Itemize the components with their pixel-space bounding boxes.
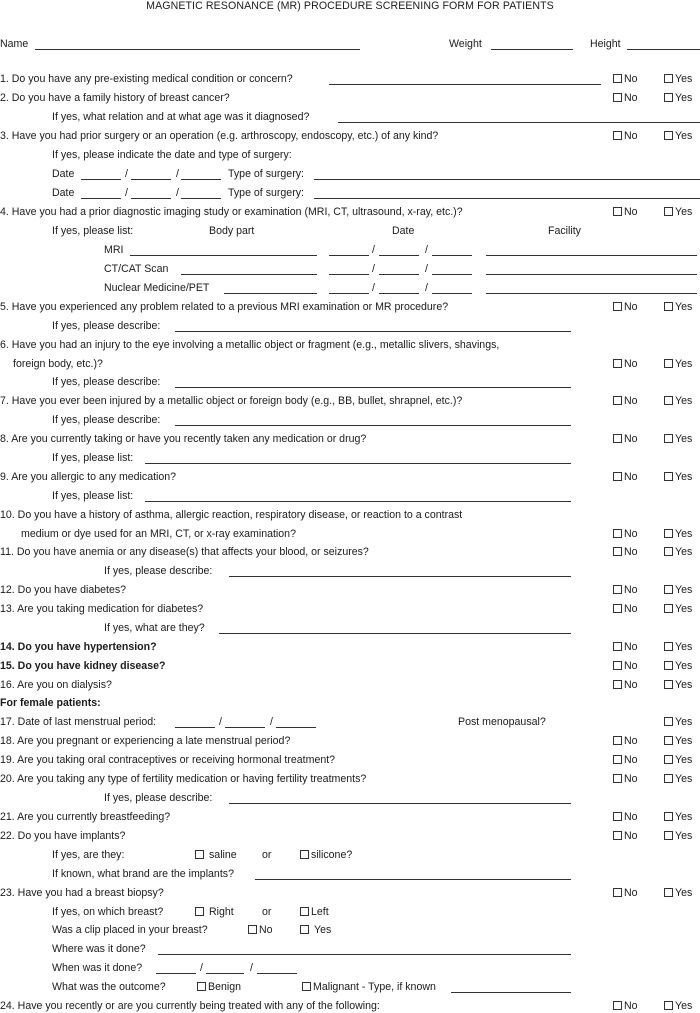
question-22-yes[interactable]: Yes — [664, 830, 692, 843]
checkbox-icon[interactable] — [664, 547, 673, 556]
checkbox-icon[interactable] — [613, 604, 622, 613]
question-18-yes[interactable]: Yes — [664, 735, 692, 748]
biopsy-where-input[interactable] — [158, 954, 571, 955]
checkbox-icon[interactable] — [613, 774, 622, 783]
surgery-1-year[interactable] — [181, 179, 221, 180]
biopsy-right-option[interactable]: Right — [195, 906, 234, 919]
question-17-yes[interactable]: Yes — [664, 716, 692, 729]
question-7-no[interactable]: No — [613, 395, 638, 408]
mri-facility-input[interactable] — [486, 255, 697, 256]
implant-silicone-option[interactable]: silicone? — [300, 849, 352, 862]
date-slash: / — [200, 962, 203, 974]
checkbox-icon[interactable] — [613, 642, 622, 651]
question-3-followup: If yes, please indicate the date and type of surgery: — [52, 149, 292, 161]
question-13: 13. Are you taking medication for diabetes? — [0, 603, 204, 615]
question-9-no[interactable]: No — [613, 471, 638, 484]
question-7: 7. Have you ever been injured by a metallic object or foreign body (e.g., BB, bullet, shrapnel, etc.)? — [0, 395, 463, 407]
surgery-2-day[interactable] — [131, 198, 171, 199]
question-15-yes[interactable]: Yes — [664, 660, 692, 673]
height-label: Height — [590, 38, 621, 50]
outcome-benign-option[interactable]: Benign — [197, 981, 241, 994]
or-label: or — [262, 906, 272, 918]
checkbox-icon[interactable] — [613, 888, 622, 897]
nm-body-part-input[interactable] — [224, 293, 317, 294]
clip-yes-option[interactable]: Yes — [300, 924, 331, 937]
surgery-2-type-input[interactable] — [314, 198, 700, 199]
checkbox-icon[interactable] — [664, 680, 673, 689]
question-11-no[interactable]: No — [613, 546, 638, 559]
checkbox-icon[interactable] — [664, 434, 673, 443]
question-6-followup: If yes, please describe: — [52, 376, 161, 388]
post-menopausal-label: Post menopausal? — [458, 716, 546, 728]
question-6: 6. Have you had an injury to the eye involving a metallic object or fragment (e.g., metallic slivers, shavings, — [0, 339, 500, 351]
imaging-row-label: Nuclear Medicine/PET — [104, 282, 210, 294]
ct-body-part-input[interactable] — [181, 274, 317, 275]
checkbox-icon[interactable] — [664, 302, 673, 311]
date-slash: / — [425, 244, 428, 256]
checkbox-icon[interactable] — [613, 585, 622, 594]
nm-facility-input[interactable] — [486, 293, 697, 294]
question-21-no[interactable]: No — [613, 811, 638, 824]
column-facility: Facility — [548, 225, 581, 237]
question-10: 10. Do you have a history of asthma, allergic reaction, respiratory disease, or reaction to a contrast — [0, 509, 463, 521]
question-21: 21. Are you currently breastfeeding? — [0, 811, 171, 823]
question-20: 20. Are you taking any type of fertility medication or having fertility treatments? — [0, 773, 367, 785]
question-9-followup: If yes, please list: — [52, 490, 134, 502]
date-slash: / — [219, 716, 222, 728]
question-2-yes[interactable]: Yes — [664, 92, 692, 105]
question-1-no[interactable]: No — [613, 73, 638, 86]
question-1-input[interactable] — [329, 84, 601, 85]
ct-month[interactable] — [329, 274, 369, 275]
checkbox-icon[interactable] — [664, 207, 673, 216]
imaging-row-label: MRI — [104, 244, 124, 256]
question-3: 3. Have you had prior surgery or an operation (e.g. arthroscopy, endoscopy, etc.) of any kind? — [0, 130, 439, 142]
question-19-yes[interactable]: Yes — [664, 754, 692, 767]
checkbox-icon[interactable] — [664, 642, 673, 651]
imaging-row-label: CT/CAT Scan — [104, 263, 169, 275]
weight-label: Weight — [449, 38, 482, 50]
checkbox-icon[interactable] — [664, 831, 673, 840]
question-11-followup-input[interactable] — [229, 576, 571, 577]
type-of-surgery-label: Type of surgery: — [228, 187, 304, 199]
implant-brand-input[interactable] — [255, 879, 571, 880]
checkbox-icon[interactable] — [613, 755, 622, 764]
question-14-yes[interactable]: Yes — [664, 641, 692, 654]
date-slash: / — [425, 263, 428, 275]
biopsy-year[interactable] — [257, 973, 297, 974]
question-11-followup: If yes, please describe: — [104, 565, 213, 577]
question-13-yes[interactable]: Yes — [664, 603, 692, 616]
checkbox-icon[interactable] — [613, 680, 622, 689]
checkbox-icon[interactable] — [300, 850, 309, 859]
checkbox-icon[interactable] — [300, 907, 309, 916]
checkbox-icon[interactable] — [613, 93, 622, 102]
checkbox-icon[interactable] — [613, 434, 622, 443]
question-5-followup: If yes, please describe: — [52, 320, 161, 332]
checkbox-icon[interactable] — [664, 661, 673, 670]
question-18: 18. Are you pregnant or experiencing a late menstrual period? — [0, 735, 291, 747]
date-slash: / — [425, 282, 428, 294]
question-8-no[interactable]: No — [613, 433, 638, 446]
lmp-month[interactable] — [175, 727, 215, 728]
checkbox-icon[interactable] — [664, 1001, 673, 1010]
form-title: MAGNETIC RESONANCE (MR) PROCEDURE SCREENING FORM FOR PATIENTS — [146, 0, 554, 12]
surgery-1-day[interactable] — [131, 179, 171, 180]
question-22-followup: If yes, are they: — [52, 849, 125, 861]
question-16-no[interactable]: No — [613, 679, 638, 692]
checkbox-icon[interactable] — [664, 888, 673, 897]
question-4: 4. Have you had a prior diagnostic imaging study or examination (MRI, CT, ultrasound, x-ray, etc.)? — [0, 206, 463, 218]
question-4-followup: If yes, please list: — [52, 225, 134, 237]
checkbox-icon[interactable] — [664, 755, 673, 764]
ct-facility-input[interactable] — [486, 274, 697, 275]
question-24-yes[interactable]: Yes — [664, 1000, 692, 1013]
question-22-no[interactable]: No — [613, 830, 638, 843]
date-label: Date — [52, 168, 75, 180]
clip-no-option[interactable]: No — [248, 924, 273, 937]
question-13-followup-input[interactable] — [219, 633, 571, 634]
question-8-yes[interactable]: Yes — [664, 433, 692, 446]
malignant-type-input[interactable] — [451, 992, 571, 993]
question-10-cont: medium or dye used for an MRI, CT, or x-ray examination? — [21, 528, 296, 540]
question-23-no[interactable]: No — [613, 887, 638, 900]
question-7-yes[interactable]: Yes — [664, 395, 692, 408]
question-20-followup: If yes, please describe: — [104, 792, 213, 804]
checkbox-icon[interactable] — [195, 850, 204, 859]
question-1: 1. Do you have any pre-existing medical condition or concern? — [0, 73, 293, 85]
question-2-no[interactable]: No — [613, 92, 638, 105]
question-5: 5. Have you experienced any problem related to a previous MRI examination or MR procedure? — [0, 301, 449, 313]
date-slash: / — [125, 168, 128, 180]
checkbox-icon[interactable] — [613, 812, 622, 821]
question-7-followup-input[interactable] — [175, 425, 571, 426]
question-20-followup-input[interactable] — [229, 803, 571, 804]
implant-saline-option[interactable]: saline — [195, 849, 237, 862]
question-4-yes[interactable]: Yes — [664, 206, 692, 219]
checkbox-icon[interactable] — [248, 925, 257, 934]
checkbox-icon[interactable] — [613, 359, 622, 368]
question-20-yes[interactable]: Yes — [664, 773, 692, 786]
question-5-followup-input[interactable] — [175, 331, 571, 332]
checkbox-icon[interactable] — [300, 925, 309, 934]
biopsy-month[interactable] — [156, 973, 196, 974]
question-2-followup-input[interactable] — [338, 122, 700, 123]
biopsy-day[interactable] — [206, 973, 244, 974]
date-slash: / — [372, 263, 375, 275]
ct-year[interactable] — [432, 274, 472, 275]
question-18-no[interactable]: No — [613, 735, 638, 748]
checkbox-icon[interactable] — [664, 774, 673, 783]
date-slash: / — [270, 716, 273, 728]
question-6-cont: foreign body, etc.)? — [13, 358, 103, 370]
checkbox-icon[interactable] — [613, 472, 622, 481]
checkbox-icon[interactable] — [664, 736, 673, 745]
mri-month[interactable] — [329, 255, 369, 256]
question-24-no[interactable]: No — [613, 1000, 638, 1013]
mri-day[interactable] — [379, 255, 419, 256]
question-9: 9. Are you allergic to any medication? — [0, 471, 177, 483]
question-15: 15. Do you have kidney disease? — [0, 660, 166, 672]
question-11: 11. Do you have anemia or any disease(s) that affects your blood, or seizures? — [0, 546, 369, 558]
question-16-yes[interactable]: Yes — [664, 679, 692, 692]
question-6-yes[interactable]: Yes — [664, 358, 692, 371]
checkbox-icon[interactable] — [197, 982, 206, 991]
date-label: Date — [52, 187, 75, 199]
checkbox-icon[interactable] — [613, 396, 622, 405]
lmp-day[interactable] — [225, 727, 265, 728]
checkbox-icon[interactable] — [664, 585, 673, 594]
question-9-followup-input[interactable] — [145, 501, 571, 502]
ct-day[interactable] — [379, 274, 419, 275]
question-16: 16. Are you on dialysis? — [0, 679, 112, 691]
question-13-no[interactable]: No — [613, 603, 638, 616]
surgery-2-year[interactable] — [181, 198, 221, 199]
checkbox-icon[interactable] — [613, 547, 622, 556]
checkbox-icon[interactable] — [664, 604, 673, 613]
checkbox-icon[interactable] — [664, 472, 673, 481]
question-3-no[interactable]: No — [613, 130, 638, 143]
or-label: or — [262, 849, 272, 861]
checkbox-icon[interactable] — [664, 717, 673, 726]
column-body-part: Body part — [209, 225, 255, 237]
question-23: 23. Have you had a breast biopsy? — [0, 887, 164, 899]
lmp-year[interactable] — [276, 727, 316, 728]
nm-year[interactable] — [432, 293, 472, 294]
question-19: 19. Are you taking oral contraceptives or receiving hormonal treatment? — [0, 754, 336, 766]
checkbox-icon[interactable] — [664, 812, 673, 821]
biopsy-side-label: If yes, on which breast? — [52, 906, 164, 918]
question-4-no[interactable]: No — [613, 206, 638, 219]
question-12-yes[interactable]: Yes — [664, 584, 692, 597]
question-8: 8. Are you currently taking or have you recently taken any medication or drug? — [0, 433, 367, 445]
question-8-followup-input[interactable] — [145, 463, 571, 464]
question-23-yes[interactable]: Yes — [664, 887, 692, 900]
date-slash: / — [250, 962, 253, 974]
checkbox-icon[interactable] — [613, 74, 622, 83]
question-19-no[interactable]: No — [613, 754, 638, 767]
checkbox-icon[interactable] — [664, 529, 673, 538]
question-7-followup: If yes, please describe: — [52, 414, 161, 426]
implant-brand-label: If known, what brand are the implants? — [52, 868, 234, 880]
date-slash: / — [125, 187, 128, 199]
checkbox-icon[interactable] — [613, 831, 622, 840]
question-9-yes[interactable]: Yes — [664, 471, 692, 484]
checkbox-icon[interactable] — [302, 982, 311, 991]
biopsy-when-label: When was it done? — [52, 962, 143, 974]
checkbox-icon[interactable] — [664, 74, 673, 83]
mri-year[interactable] — [432, 255, 472, 256]
question-5-no[interactable]: No — [613, 301, 638, 314]
date-slash: / — [372, 282, 375, 294]
checkbox-icon[interactable] — [613, 661, 622, 670]
name-input[interactable] — [35, 49, 360, 50]
question-6-followup-input[interactable] — [175, 387, 571, 388]
height-input[interactable] — [627, 49, 700, 50]
date-slash: / — [372, 244, 375, 256]
question-17: 17. Date of last menstrual period: — [0, 716, 157, 728]
question-14-no[interactable]: No — [613, 641, 638, 654]
question-15-no[interactable]: No — [613, 660, 638, 673]
question-6-no[interactable]: No — [613, 358, 638, 371]
checkbox-icon[interactable] — [664, 359, 673, 368]
question-22: 22. Do you have implants? — [0, 830, 126, 842]
question-13-followup: If yes, what are they? — [104, 622, 205, 634]
nm-month[interactable] — [329, 293, 369, 294]
surgery-2-month[interactable] — [81, 198, 121, 199]
question-11-yes[interactable]: Yes — [664, 546, 692, 559]
question-1-yes[interactable]: Yes — [664, 73, 692, 86]
checkbox-icon[interactable] — [664, 396, 673, 405]
date-slash: / — [176, 187, 179, 199]
checkbox-icon[interactable] — [613, 529, 622, 538]
female-section-heading: For female patients: — [0, 697, 101, 709]
checkbox-icon[interactable] — [664, 131, 673, 140]
biopsy-where-label: Where was it done? — [52, 943, 146, 955]
checkbox-icon[interactable] — [195, 907, 204, 916]
question-24: 24. Have you recently or are you currently being treated with any of the following: — [0, 1000, 380, 1012]
question-2: 2. Do you have a family history of breast cancer? — [0, 92, 230, 104]
surgery-1-month[interactable] — [81, 179, 121, 180]
outcome-malignant-option[interactable]: Malignant - Type, if known — [302, 981, 436, 994]
column-date: Date — [392, 225, 415, 237]
question-12: 12. Do you have diabetes? — [0, 584, 127, 596]
mri-body-part-input[interactable] — [130, 255, 317, 256]
checkbox-icon[interactable] — [613, 736, 622, 745]
question-8-followup: If yes, please list: — [52, 452, 134, 464]
question-12-no[interactable]: No — [613, 584, 638, 597]
nm-day[interactable] — [379, 293, 419, 294]
checkbox-icon[interactable] — [613, 302, 622, 311]
checkbox-icon[interactable] — [613, 207, 622, 216]
biopsy-left-option[interactable]: Left — [300, 906, 329, 919]
name-label: Name — [0, 38, 29, 50]
checkbox-icon[interactable] — [664, 93, 673, 102]
question-14: 14. Do you have hypertension? — [0, 641, 157, 653]
checkbox-icon[interactable] — [613, 131, 622, 140]
question-20-no[interactable]: No — [613, 773, 638, 786]
question-10-yes[interactable]: Yes — [664, 528, 692, 541]
clip-placed-label: Was a clip placed in your breast? — [52, 924, 208, 936]
biopsy-outcome-label: What was the outcome? — [52, 981, 166, 993]
question-21-yes[interactable]: Yes — [664, 811, 692, 824]
question-5-yes[interactable]: Yes — [664, 301, 692, 314]
question-10-no[interactable]: No — [613, 528, 638, 541]
question-2-followup: If yes, what relation and at what age was it diagnosed? — [52, 111, 310, 123]
date-slash: / — [176, 168, 179, 180]
type-of-surgery-label: Type of surgery: — [228, 168, 304, 180]
surgery-1-type-input[interactable] — [314, 179, 700, 180]
weight-input[interactable] — [491, 49, 573, 50]
question-3-yes[interactable]: Yes — [664, 130, 692, 143]
checkbox-icon[interactable] — [613, 1001, 622, 1010]
